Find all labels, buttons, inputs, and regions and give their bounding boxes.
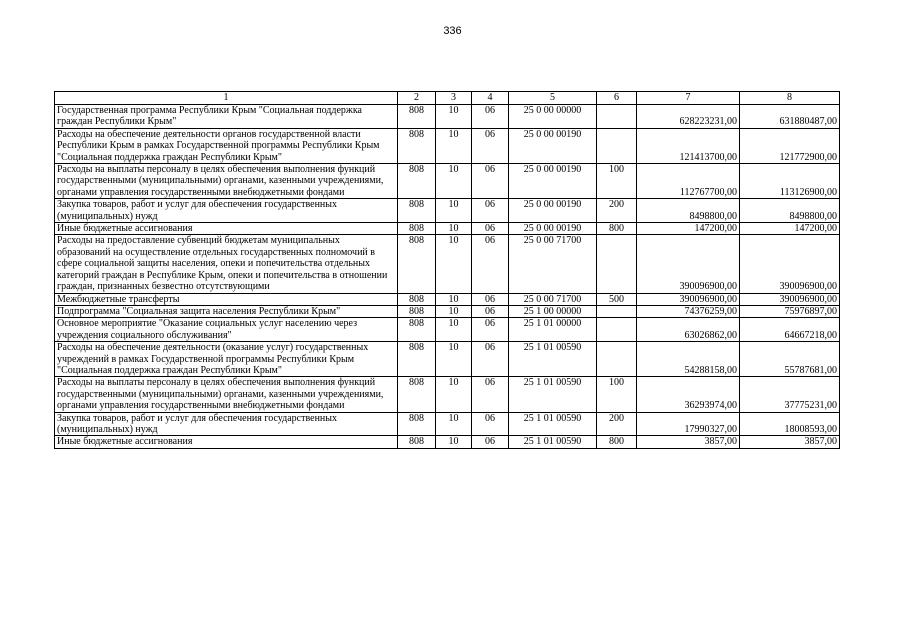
header-row [55, 92, 840, 105]
table-row [55, 342, 840, 377]
table-row [55, 377, 840, 412]
column-header: 5 [509, 92, 597, 105]
column-header: 8 [740, 92, 840, 105]
row-subsection: 06 [472, 305, 509, 317]
row-target: 25 1 01 00590 [509, 412, 597, 436]
row-target: 25 1 01 00590 [509, 342, 597, 377]
row-amount-1: 390096900,00 [637, 235, 740, 293]
row-type [597, 305, 637, 317]
row-amount-2: 390096900,00 [740, 235, 840, 293]
row-name: Расходы на обеспечение деятельности органов государственной власти Республики Крым в рамках Государственной программы Республики Крым "Социальная поддержка граждан Республики Крым" [55, 128, 398, 163]
row-section: 10 [436, 128, 472, 163]
row-name: Межбюджетные трансферты [55, 293, 398, 305]
table-row [55, 436, 840, 448]
column-header: 6 [597, 92, 637, 105]
column-header: 3 [436, 92, 472, 105]
row-amount-2: 75976897,00 [740, 305, 840, 317]
table-row [55, 235, 840, 293]
budget-table [54, 91, 840, 449]
row-section: 10 [436, 436, 472, 448]
row-type: 200 [597, 412, 637, 436]
row-amount-2: 18008593,00 [740, 412, 840, 436]
row-type: 100 [597, 164, 637, 199]
row-target: 25 0 00 00190 [509, 128, 597, 163]
row-amount-2: 64667218,00 [740, 318, 840, 342]
row-code: 808 [398, 436, 436, 448]
row-code: 808 [398, 342, 436, 377]
table-row [55, 164, 840, 199]
row-target: 25 1 00 00000 [509, 305, 597, 317]
row-type: 800 [597, 223, 637, 235]
row-section: 10 [436, 412, 472, 436]
row-code: 808 [398, 293, 436, 305]
table-header [55, 92, 840, 105]
row-code: 808 [398, 305, 436, 317]
column-header: 7 [637, 92, 740, 105]
row-type: 500 [597, 293, 637, 305]
row-amount-1: 8498800,00 [637, 199, 740, 223]
table-row [55, 305, 840, 317]
row-type: 200 [597, 199, 637, 223]
row-amount-2: 55787681,00 [740, 342, 840, 377]
row-subsection: 06 [472, 293, 509, 305]
row-amount-2: 8498800,00 [740, 199, 840, 223]
row-section: 10 [436, 318, 472, 342]
row-amount-1: 17990327,00 [637, 412, 740, 436]
row-subsection: 06 [472, 199, 509, 223]
row-subsection: 06 [472, 342, 509, 377]
row-section: 10 [436, 105, 472, 129]
row-subsection: 06 [472, 164, 509, 199]
page-number: 336 [443, 25, 462, 37]
row-name: Расходы на обеспечение деятельности (оказание услуг) государственных учреждений в рамках Государственной программы Республики Крым "Социальная поддержка граждан Республики Крым" [55, 342, 398, 377]
row-target: 25 0 00 00190 [509, 164, 597, 199]
row-subsection: 06 [472, 436, 509, 448]
row-amount-1: 112767700,00 [637, 164, 740, 199]
table-row [55, 105, 840, 129]
row-target: 25 1 01 00590 [509, 377, 597, 412]
row-amount-2: 3857,00 [740, 436, 840, 448]
row-code: 808 [398, 377, 436, 412]
row-code: 808 [398, 105, 436, 129]
table-row [55, 199, 840, 223]
row-subsection: 06 [472, 377, 509, 412]
row-code: 808 [398, 199, 436, 223]
column-header: 2 [398, 92, 436, 105]
row-amount-2: 631880487,00 [740, 105, 840, 129]
row-target: 25 1 01 00000 [509, 318, 597, 342]
row-type [597, 128, 637, 163]
row-subsection: 06 [472, 105, 509, 129]
row-section: 10 [436, 199, 472, 223]
row-amount-1: 74376259,00 [637, 305, 740, 317]
row-name: Расходы на выплаты персоналу в целях обеспечения выполнения функций государственными (муниципальными) органами, казенными учреждениями, органами управления государственными внебюджетными фондами [55, 377, 398, 412]
row-section: 10 [436, 377, 472, 412]
row-section: 10 [436, 164, 472, 199]
row-subsection: 06 [472, 412, 509, 436]
row-section: 10 [436, 305, 472, 317]
row-type [597, 105, 637, 129]
row-type: 100 [597, 377, 637, 412]
row-amount-2: 390096900,00 [740, 293, 840, 305]
row-amount-1: 121413700,00 [637, 128, 740, 163]
table-body [55, 105, 840, 449]
row-target: 25 1 01 00590 [509, 436, 597, 448]
row-name: Подпрограмма "Социальная защита населения Республики Крым" [55, 305, 398, 317]
row-subsection: 06 [472, 223, 509, 235]
row-code: 808 [398, 223, 436, 235]
row-amount-1: 147200,00 [637, 223, 740, 235]
row-name: Государственная программа Республики Крым "Социальная поддержка граждан Республики Крым" [55, 105, 398, 129]
row-type [597, 342, 637, 377]
row-target: 25 0 00 00000 [509, 105, 597, 129]
row-amount-1: 3857,00 [637, 436, 740, 448]
row-section: 10 [436, 235, 472, 293]
row-amount-1: 36293974,00 [637, 377, 740, 412]
table-row [55, 412, 840, 436]
row-amount-2: 121772900,00 [740, 128, 840, 163]
row-target: 25 0 00 00190 [509, 199, 597, 223]
row-code: 808 [398, 235, 436, 293]
row-name: Иные бюджетные ассигнования [55, 436, 398, 448]
row-name: Иные бюджетные ассигнования [55, 223, 398, 235]
table-row [55, 318, 840, 342]
row-name: Основное мероприятие "Оказание социальных услуг населению через учреждения социального обслуживания" [55, 318, 398, 342]
row-code: 808 [398, 164, 436, 199]
row-name: Расходы на выплаты персоналу в целях обеспечения выполнения функций государственными (муниципальными) органами, казенными учреждениями, органами управления государственными внебюджетными фондами [55, 164, 398, 199]
row-name: Закупка товаров, работ и услуг для обеспечения государственных (муниципальных) нужд [55, 199, 398, 223]
row-amount-1: 390096900,00 [637, 293, 740, 305]
table-row [55, 128, 840, 163]
row-target: 25 0 00 71700 [509, 235, 597, 293]
row-amount-1: 628223231,00 [637, 105, 740, 129]
row-amount-1: 54288158,00 [637, 342, 740, 377]
row-subsection: 06 [472, 128, 509, 163]
column-header: 1 [55, 92, 398, 105]
row-subsection: 06 [472, 318, 509, 342]
row-subsection: 06 [472, 235, 509, 293]
row-amount-2: 37775231,00 [740, 377, 840, 412]
row-target: 25 0 00 00190 [509, 223, 597, 235]
row-amount-2: 147200,00 [740, 223, 840, 235]
table-row [55, 293, 840, 305]
row-code: 808 [398, 128, 436, 163]
row-target: 25 0 00 71700 [509, 293, 597, 305]
row-name: Расходы на предоставление субвенций бюджетам муниципальных образований на осуществление отдельных государственных полномочий в сфере социальной защиты населения, опеки и попечительства отдельных категорий граждан в Республике Крым, опеки и попечительства в отношении граждан, признанных безвестно отсутствующими [55, 235, 398, 293]
table-row [55, 223, 840, 235]
row-code: 808 [398, 412, 436, 436]
column-header: 4 [472, 92, 509, 105]
row-code: 808 [398, 318, 436, 342]
row-section: 10 [436, 342, 472, 377]
row-section: 10 [436, 223, 472, 235]
row-type [597, 235, 637, 293]
row-name: Закупка товаров, работ и услуг для обеспечения государственных (муниципальных) нужд [55, 412, 398, 436]
row-section: 10 [436, 293, 472, 305]
row-type: 800 [597, 436, 637, 448]
row-type [597, 318, 637, 342]
row-amount-1: 63026862,00 [637, 318, 740, 342]
row-amount-2: 113126900,00 [740, 164, 840, 199]
